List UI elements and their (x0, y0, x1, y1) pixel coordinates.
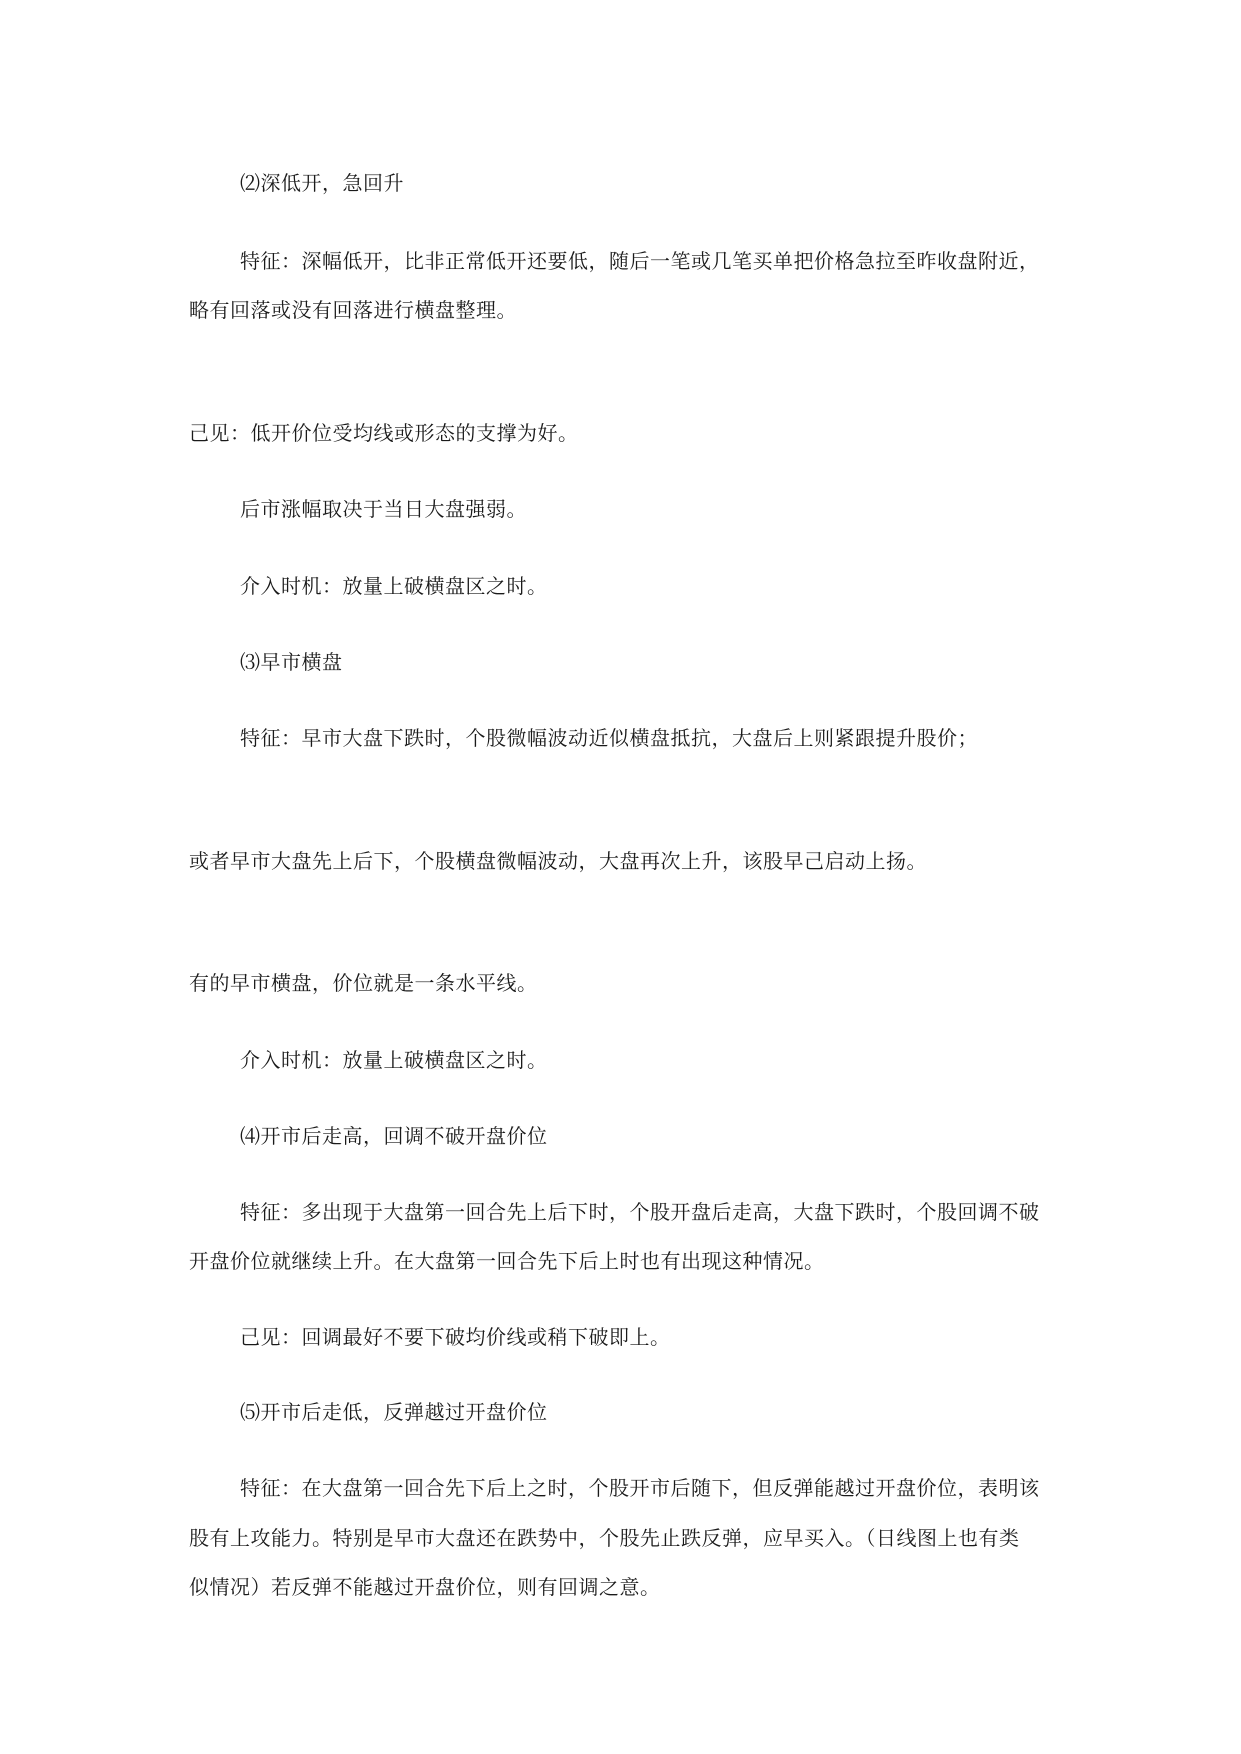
heading-4: ⑷开市后走高，回调不破开盘价位 (240, 1124, 548, 1148)
paragraph-line: 介入时机：放量上破横盘区之时。 (240, 574, 548, 598)
paragraph-line: 特征：早市大盘下跌时，个股微幅波动近似横盘抵抗，大盘后上则紧跟提升股价； (240, 726, 978, 750)
paragraph-line: 特征：深幅低开，比非正常低开还要低，随后一笔或几笔买单把价格急拉至昨收盘附近， (240, 249, 1040, 273)
paragraph-line: 有的早市横盘，价位就是一条水平线。 (189, 971, 538, 995)
paragraph-line: 略有回落或没有回落进行横盘整理。 (189, 298, 517, 322)
paragraph-line: 或者早市大盘先上后下，个股横盘微幅波动，大盘再次上升，该股早己启动上扬。 (189, 849, 927, 873)
paragraph-line: 己见：回调最好不要下破均价线或稍下破即上。 (240, 1325, 671, 1349)
paragraph-line: 后市涨幅取决于当日大盘强弱。 (240, 497, 527, 521)
heading-3: ⑶早市横盘 (240, 650, 343, 674)
paragraph-line: 己见：低开价位受均线或形态的支撑为好。 (189, 421, 579, 445)
paragraph-line: 股有上攻能力。特别是早市大盘还在跌势中，个股先止跌反弹，应早买入。（日线图上也有类 (189, 1526, 1020, 1550)
paragraph-line: 开盘价位就继续上升。在大盘第一回合先下后上时也有出现这种情况。 (189, 1249, 825, 1273)
heading-2: ⑵深低开，急回升 (240, 171, 404, 195)
paragraph-line: 似情况）若反弹不能越过开盘价位，则有回调之意。 (189, 1575, 661, 1599)
paragraph-line: 特征：多出现于大盘第一回合先上后下时，个股开盘后走高，大盘下跌时，个股回调不破 (240, 1200, 1040, 1224)
paragraph-line: 介入时机：放量上破横盘区之时。 (240, 1048, 548, 1072)
paragraph-line: 特征：在大盘第一回合先下后上之时，个股开市后随下，但反弹能越过开盘价位，表明该 (240, 1476, 1040, 1500)
heading-5: ⑸开市后走低，反弹越过开盘价位 (240, 1400, 548, 1424)
